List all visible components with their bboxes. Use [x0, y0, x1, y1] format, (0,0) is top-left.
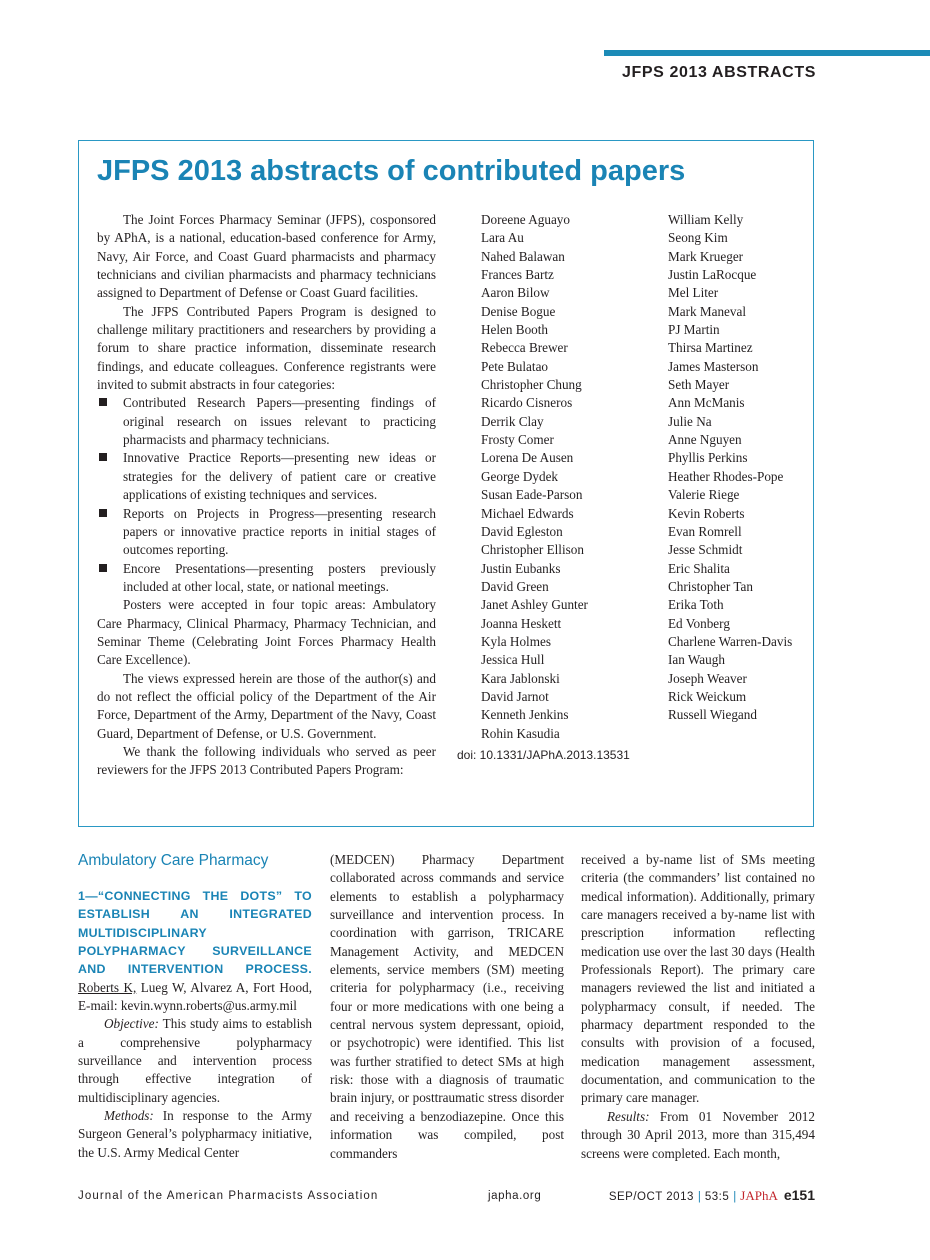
reviewer-name: Denise Bogue: [481, 303, 556, 319]
reviewer-name: Justin Eubanks: [481, 560, 561, 576]
bullet-square-icon: [99, 509, 107, 517]
reviewer-name: Frosty Comer: [481, 432, 554, 448]
methods-continued: (MEDCEN) Pharmacy Department collaborated across commands and service elements to establish a polypharmacy surveillance and intervention process. In coordination with garrison, TRICARE Management Activity, and MEDCEN elements, service members (SM) meeting criteria for polypharmacy (i.e., receiving four or more medications with one being a central nervous system depressant, opioid, or psychotropic) were identified. This list was further stratified to detect SMs at high risk: those with a diagnosis of traumatic brain injury, or posttraumatic stress disorder and receiving a benzodiazepine. Once this information was compiled, post commanders: [330, 852, 564, 1161]
results-paragraph: [581, 1108, 815, 1163]
reviewer-name: Kenneth Jenkins: [481, 707, 569, 723]
methods-text: In response to the Army Surgeon General’s polypharmacy initiative, the U.S. Army Medical Center: [78, 1108, 312, 1160]
section-label: JFPS 2013 ABSTRACTS: [622, 64, 816, 81]
journal-site: japha.org: [488, 1190, 542, 1202]
intro-paragraph-5: We thank the following individuals who served as peer reviewers for the JFPS 2013 Contributed Papers Program:: [97, 743, 436, 778]
methods-continued-2: received a by-name list of SMs meeting criteria (the commanders’ list contained no medical information). Additionally, primary care managers received a by-name list with prescription information reflecting medication use over the last 30 days (Health Professionals Report). The primary care managers reviewed the list and initiated a polypharmacy consult, if needed. The pharmacy department responded to the consults with provision of a focused, medication management assessment, documentation, and communication to the primary care manager.: [581, 852, 816, 1106]
intro-text: [97, 211, 436, 780]
reviewer-name: Rohin Kasudia: [481, 725, 560, 741]
journal-name: Journal of the American Pharmacists Association: [78, 1190, 379, 1202]
reviewer-name: Christopher Tan: [668, 578, 753, 594]
reviewer-name: Kevin Roberts: [668, 505, 745, 521]
reviewer-name: Phyllis Perkins: [668, 450, 748, 466]
reviewer-name: Russell Wiegand: [668, 707, 757, 723]
reviewer-name: Ed Vonberg: [668, 615, 730, 631]
reviewer-name: Ian Waugh: [668, 652, 725, 668]
reviewer-name: Seth Mayer: [668, 377, 730, 393]
page-footer: [78, 1187, 815, 1207]
reviewer-name: William Kelly: [668, 212, 744, 227]
methods-paragraph: [78, 1107, 312, 1162]
reviewer-name: Ricardo Cisneros: [481, 395, 573, 411]
reviewer-list-column-1: [481, 211, 588, 743]
reviewer-name: Kara Jablonski: [481, 670, 560, 686]
bullet-square-icon: [99, 564, 107, 572]
section-heading: Ambulatory Care Pharmacy: [78, 852, 269, 869]
category-list: [97, 394, 436, 596]
footer-separator: |: [733, 1191, 737, 1203]
reviewer-name: Aaron Bilow: [481, 285, 550, 301]
reviewer-name: Mark Krueger: [668, 248, 744, 264]
reviewer-name: Seong Kim: [668, 230, 728, 246]
reviewer-name: George Dydek: [481, 468, 559, 484]
reviewer-name: Derrik Clay: [481, 413, 544, 429]
article-column-3: [581, 851, 815, 1163]
reviewer-name: Helen Booth: [481, 322, 549, 338]
category-item: Contributed Research Papers—presenting findings of original research on issues relevant to practicing pharmacists and pharmacy technicians.: [97, 394, 436, 449]
results-label: Results:: [607, 1108, 650, 1124]
reviewer-name: David Egleston: [481, 523, 563, 539]
reviewer-name: PJ Martin: [668, 322, 720, 338]
footer-separator: |: [697, 1191, 701, 1203]
intro-paragraph-4: The views expressed herein are those of the author(s) and do not reflect the official policy of the Department of the Air Force, Department of the Army, Department of the Navy, Coast Guard, Department of Defense, or U.S. Government.: [97, 670, 436, 741]
page-number: e151: [783, 1187, 815, 1203]
objective-text: This study aims to establish a comprehensive polypharmacy surveillance and intervention process through effective integration of multidisciplinary agencies.: [78, 1016, 312, 1105]
objective-label: Objective:: [104, 1016, 159, 1032]
category-item: Reports on Projects in Progress—presenting research papers or innovative practice reports in initial stages of outcomes reporting.: [97, 505, 436, 560]
header-accent-bar: [604, 50, 930, 56]
reviewer-name: Evan Romrell: [668, 523, 742, 539]
reviewer-name: Rebecca Brewer: [481, 340, 568, 356]
author-list: Lueg W, Alvarez A, Fort Hood, E-mail: kevin.wynn.roberts@us.army.mil: [78, 979, 312, 1014]
reviewer-list-column-2: [668, 211, 792, 725]
footer-issue-info: [609, 1187, 815, 1204]
reviewer-name: Anne Nguyen: [668, 432, 742, 448]
category-item: Encore Presentations—presenting posters previously included at other local, state, or national meetings.: [97, 560, 436, 597]
reviewer-name: Michael Edwards: [481, 505, 574, 521]
reviewer-name: Julie Na: [668, 413, 712, 429]
reviewer-name: Janet Ashley Gunter: [481, 597, 588, 613]
reviewer-name: Christopher Chung: [481, 377, 582, 393]
issue-date: SEP/OCT 2013: [608, 1191, 694, 1203]
reviewer-name: Nahed Balawan: [481, 248, 565, 264]
reviewer-name: Pete Bulatao: [481, 358, 549, 374]
methods-label: Methods:: [104, 1108, 154, 1124]
reviewer-name: Doreene Aguayo: [481, 212, 570, 227]
reviewer-name: Joseph Weaver: [668, 670, 747, 686]
bullet-square-icon: [99, 453, 107, 461]
reviewer-name: Erika Toth: [668, 597, 724, 613]
reviewer-name: Kyla Holmes: [481, 633, 551, 649]
reviewer-name: Frances Bartz: [481, 267, 554, 283]
reviewer-name: Susan Eade-Parson: [481, 487, 583, 503]
reviewer-name: Jessica Hull: [481, 652, 545, 668]
reviewer-name: Heather Rhodes-Pope: [668, 468, 784, 484]
intro-paragraph-2: The JFPS Contributed Papers Program is designed to challenge military practitioners and researchers by providing a forum to share practice information, disseminate research findings, and educate colleagues. Conference registrants were invited to submit abstracts in four categories:: [97, 303, 436, 393]
reviewer-name: Valerie Riege: [668, 487, 740, 503]
reviewer-name: James Masterson: [668, 358, 759, 374]
reviewer-name: Justin LaRocque: [668, 267, 757, 283]
intro-paragraph-1: The Joint Forces Pharmacy Seminar (JFPS), cosponsored by APhA, is a national, education-based conference for Army, Navy, Air Force, and Coast Guard pharmacists and pharmacy technicians and civilian pharmacists and pharmacy technicians assigned to Department of Defense or Coast Guard facilities.: [97, 212, 436, 301]
abstract-header: [78, 887, 312, 1015]
reviewer-name: Mel Liter: [668, 285, 719, 301]
article-column-2: [330, 851, 564, 1163]
category-item: Innovative Practice Reports—presenting new ideas or strategies for the delivery of patient care or creative applications of existing techniques and services.: [97, 449, 436, 504]
box-title: JFPS 2013 abstracts of contributed papers: [97, 155, 686, 187]
reviewer-name: Lorena De Ausen: [481, 450, 574, 466]
reviewer-name: Charlene Warren-Davis: [668, 633, 793, 649]
reviewer-name: Jesse Schmidt: [668, 542, 743, 558]
reviewer-name: Rick Weickum: [668, 688, 747, 704]
bullet-square-icon: [99, 398, 107, 406]
intro-paragraph-3: Posters were accepted in four topic areas: Ambulatory Care Pharmacy, Clinical Pharmacy, Pharmacy Technician, and Seminar Theme (Celebrating Joint Forces Pharmacy Health Care Excellence).: [97, 597, 436, 668]
objective-paragraph: [78, 1015, 312, 1107]
volume-number: 53:5: [704, 1191, 730, 1203]
reviewer-name: Mark Maneval: [668, 303, 746, 319]
reviewer-name: Eric Shalita: [668, 560, 730, 576]
reviewer-name: Joanna Heskett: [481, 615, 562, 631]
results-text: From 01 November 2012 through 30 April 2013, more than 315,494 screens were completed. Each month,: [581, 1108, 815, 1161]
reviewer-name: Christopher Ellison: [481, 542, 584, 558]
doi-text: doi: 10.1331/JAPhA.2013.13531: [457, 748, 630, 762]
reviewer-name: David Green: [481, 578, 549, 594]
presenting-author: Roberts K,: [78, 979, 137, 995]
reviewer-name: Ann McManis: [668, 395, 745, 411]
reviewer-name: Lara Au: [481, 230, 524, 246]
reviewer-name: David Jarnot: [481, 688, 549, 704]
japha-logo: JAPhA: [740, 1188, 778, 1203]
abstracts-intro-box: [78, 140, 814, 827]
article-column-1: [78, 851, 312, 1162]
reviewer-name: Thirsa Martinez: [668, 340, 753, 356]
abstract-title: 1—“CONNECTING THE DOTS” TO ESTABLISH AN INTEGRATED MULTIDISCIPLINARY POLYPHARMACY SURVEILLANCE AND INTERVENTION PROCESS.: [78, 889, 312, 977]
